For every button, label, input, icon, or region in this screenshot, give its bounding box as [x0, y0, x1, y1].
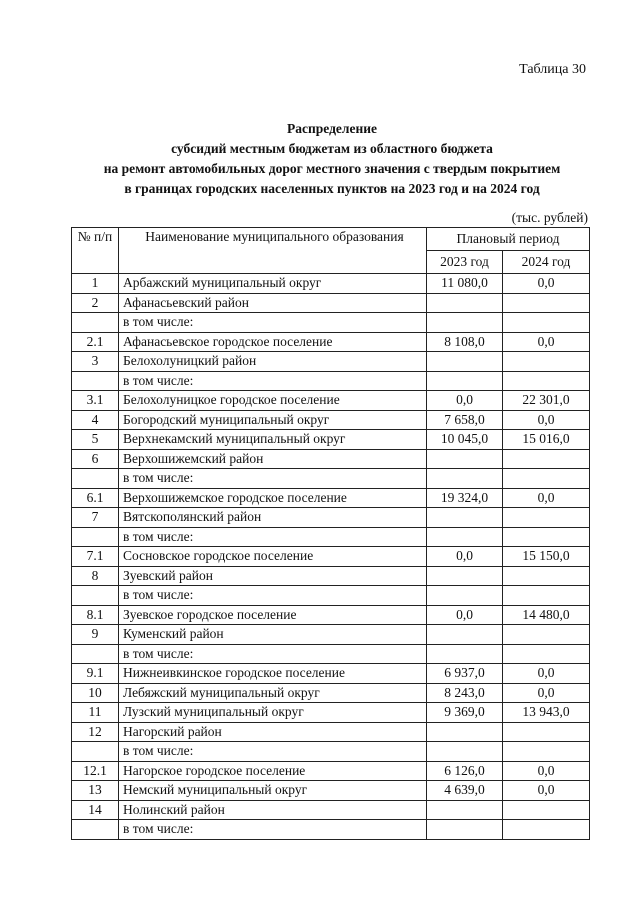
table-row: [72, 391, 590, 411]
row-number-cell: [72, 586, 119, 606]
row-name-cell: Арбажский муниципальный округ: [119, 274, 427, 294]
row-value-2024-cell: [503, 371, 590, 391]
row-name-cell: в том числе:: [119, 586, 427, 606]
row-name-cell: в том числе:: [119, 527, 427, 547]
row-name-cell: Нагорский район: [119, 722, 427, 742]
row-value-2024-cell: [503, 625, 590, 645]
row-value-2023-cell: [427, 566, 503, 586]
row-number-cell: [72, 313, 119, 333]
row-value-2024-cell: [503, 742, 590, 762]
title-line: на ремонт автомобильных дорог местного значения с твердым покрытием: [103, 161, 561, 176]
row-value-2023-cell: [427, 722, 503, 742]
row-value-2023-cell: 0,0: [427, 547, 503, 567]
table-row: [72, 293, 590, 313]
row-value-2024-cell: [503, 820, 590, 840]
row-value-2023-cell: [427, 820, 503, 840]
table-row: [72, 586, 590, 606]
row-number-cell: 5: [72, 430, 119, 450]
table-row: [72, 527, 590, 547]
table-row: [72, 742, 590, 762]
row-number-cell: 6.1: [72, 488, 119, 508]
row-number-cell: [72, 742, 119, 762]
row-value-2024-cell: [503, 644, 590, 664]
row-value-2023-cell: [427, 313, 503, 333]
row-value-2023-cell: [427, 625, 503, 645]
table-row: [72, 781, 590, 801]
row-name-cell: Куменский район: [119, 625, 427, 645]
row-value-2024-cell: 0,0: [503, 332, 590, 352]
row-number-cell: 2.1: [72, 332, 119, 352]
table-row: [72, 800, 590, 820]
row-value-2023-cell: 0,0: [427, 605, 503, 625]
row-value-2023-cell: [427, 527, 503, 547]
row-value-2023-cell: [427, 800, 503, 820]
table-row: [72, 352, 590, 372]
header-period: Плановый период: [427, 228, 590, 251]
row-value-2024-cell: [503, 469, 590, 489]
row-name-cell: в том числе:: [119, 371, 427, 391]
row-name-cell: Нижнеивкинское городское поселение: [119, 664, 427, 684]
table-row: [72, 371, 590, 391]
row-value-2023-cell: [427, 449, 503, 469]
row-number-cell: 4: [72, 410, 119, 430]
row-value-2023-cell: [427, 644, 503, 664]
row-value-2024-cell: 14 480,0: [503, 605, 590, 625]
row-number-cell: 8: [72, 566, 119, 586]
row-number-cell: [72, 820, 119, 840]
header-name: Наименование муниципального образования: [119, 228, 427, 274]
row-value-2024-cell: 22 301,0: [503, 391, 590, 411]
row-name-cell: Богородский муниципальный округ: [119, 410, 427, 430]
row-number-cell: [72, 527, 119, 547]
row-name-cell: в том числе:: [119, 469, 427, 489]
row-name-cell: Нолинский район: [119, 800, 427, 820]
row-value-2024-cell: [503, 352, 590, 372]
row-value-2024-cell: 0,0: [503, 781, 590, 801]
row-value-2024-cell: 15 016,0: [503, 430, 590, 450]
row-value-2024-cell: 0,0: [503, 683, 590, 703]
row-number-cell: 1: [72, 274, 119, 294]
row-name-cell: Верхошижемский район: [119, 449, 427, 469]
row-value-2023-cell: [427, 586, 503, 606]
table-row: [72, 605, 590, 625]
title-line: Распределение: [286, 121, 378, 136]
row-value-2023-cell: 8 243,0: [427, 683, 503, 703]
table-row: [72, 410, 590, 430]
row-number-cell: 10: [72, 683, 119, 703]
row-value-2023-cell: [427, 469, 503, 489]
table-row: [72, 488, 590, 508]
table-row: [72, 703, 590, 723]
row-value-2023-cell: 8 108,0: [427, 332, 503, 352]
table-row: [72, 722, 590, 742]
row-value-2023-cell: 7 658,0: [427, 410, 503, 430]
row-value-2023-cell: 6 937,0: [427, 664, 503, 684]
table-row: [72, 664, 590, 684]
row-value-2024-cell: [503, 313, 590, 333]
table-row: [72, 547, 590, 567]
row-value-2024-cell: 0,0: [503, 274, 590, 294]
row-value-2024-cell: 13 943,0: [503, 703, 590, 723]
row-number-cell: 3: [72, 352, 119, 372]
title-line: в границах городских населенных пунктов на 2023 год и на 2024 год: [124, 181, 540, 196]
subsidy-table: [71, 227, 590, 840]
row-value-2024-cell: 0,0: [503, 761, 590, 781]
row-value-2024-cell: [503, 449, 590, 469]
row-value-2023-cell: 6 126,0: [427, 761, 503, 781]
row-value-2023-cell: [427, 742, 503, 762]
row-value-2023-cell: [427, 352, 503, 372]
units-label: (тыс. рублей): [511, 210, 588, 225]
row-value-2023-cell: 9 369,0: [427, 703, 503, 723]
row-number-cell: 6: [72, 449, 119, 469]
row-value-2024-cell: 0,0: [503, 410, 590, 430]
table-body: [72, 274, 590, 840]
row-value-2024-cell: [503, 586, 590, 606]
row-name-cell: в том числе:: [119, 820, 427, 840]
document-title: [40, 119, 624, 199]
row-value-2024-cell: [503, 527, 590, 547]
header-year-2023: 2023 год: [427, 251, 503, 274]
row-name-cell: Афанасьевское городское поселение: [119, 332, 427, 352]
row-value-2023-cell: [427, 293, 503, 313]
row-value-2023-cell: 0,0: [427, 391, 503, 411]
row-name-cell: в том числе:: [119, 742, 427, 762]
row-number-cell: [72, 644, 119, 664]
table-row: [72, 683, 590, 703]
row-name-cell: Лузский муниципальный округ: [119, 703, 427, 723]
row-name-cell: Вятскополянский район: [119, 508, 427, 528]
row-number-cell: 7.1: [72, 547, 119, 567]
row-value-2024-cell: [503, 566, 590, 586]
row-number-cell: 7: [72, 508, 119, 528]
row-number-cell: 2: [72, 293, 119, 313]
header-number: № п/п: [72, 228, 119, 274]
table-row: [72, 332, 590, 352]
table-row: [72, 274, 590, 294]
table-row: [72, 430, 590, 450]
row-name-cell: в том числе:: [119, 644, 427, 664]
row-value-2023-cell: [427, 371, 503, 391]
row-name-cell: Зуевское городское поселение: [119, 605, 427, 625]
row-number-cell: 3.1: [72, 391, 119, 411]
row-value-2024-cell: 0,0: [503, 488, 590, 508]
table-row: [72, 469, 590, 489]
row-value-2024-cell: [503, 722, 590, 742]
row-value-2023-cell: [427, 508, 503, 528]
row-number-cell: 14: [72, 800, 119, 820]
table-row: [72, 566, 590, 586]
row-name-cell: Зуевский район: [119, 566, 427, 586]
row-number-cell: [72, 371, 119, 391]
table-row: [72, 761, 590, 781]
table-row: [72, 508, 590, 528]
table-row: [72, 449, 590, 469]
row-value-2023-cell: 11 080,0: [427, 274, 503, 294]
row-number-cell: 13: [72, 781, 119, 801]
table-number: Таблица 30: [519, 62, 586, 77]
row-name-cell: Белохолуницкое городское поселение: [119, 391, 427, 411]
row-number-cell: 9: [72, 625, 119, 645]
table-row: [72, 313, 590, 333]
row-value-2024-cell: [503, 800, 590, 820]
row-number-cell: [72, 469, 119, 489]
row-name-cell: Лебяжский муниципальный округ: [119, 683, 427, 703]
row-number-cell: 12.1: [72, 761, 119, 781]
row-name-cell: Нагорское городское поселение: [119, 761, 427, 781]
row-name-cell: Белохолуницкий район: [119, 352, 427, 372]
row-number-cell: 9.1: [72, 664, 119, 684]
row-value-2024-cell: [503, 508, 590, 528]
row-value-2023-cell: 10 045,0: [427, 430, 503, 450]
row-name-cell: Верхнекамский муниципальный округ: [119, 430, 427, 450]
table-row: [72, 644, 590, 664]
title-line: субсидий местным бюджетам из областного бюджета: [171, 141, 493, 156]
row-name-cell: в том числе:: [119, 313, 427, 333]
row-name-cell: Сосновское городское поселение: [119, 547, 427, 567]
row-value-2024-cell: 0,0: [503, 664, 590, 684]
table-row: [72, 820, 590, 840]
header-year-2024: 2024 год: [503, 251, 590, 274]
row-name-cell: Верхошижемское городское поселение: [119, 488, 427, 508]
row-number-cell: 8.1: [72, 605, 119, 625]
row-name-cell: Афанасьевский район: [119, 293, 427, 313]
row-name-cell: Немский муниципальный округ: [119, 781, 427, 801]
row-value-2024-cell: 15 150,0: [503, 547, 590, 567]
row-value-2023-cell: 4 639,0: [427, 781, 503, 801]
row-value-2023-cell: 19 324,0: [427, 488, 503, 508]
table-row: [72, 625, 590, 645]
row-value-2024-cell: [503, 293, 590, 313]
row-number-cell: 11: [72, 703, 119, 723]
row-number-cell: 12: [72, 722, 119, 742]
